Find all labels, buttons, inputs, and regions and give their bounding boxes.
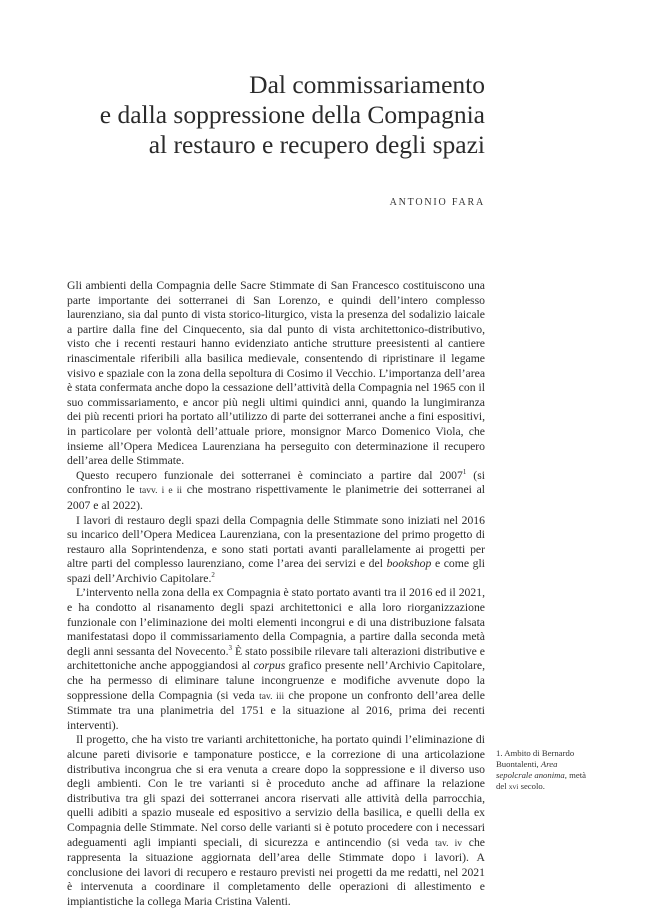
paragraph-3-text-b: e come gli spazi dell’Archivio Capitolare.	[67, 557, 485, 585]
caption-text-b: , metà del	[496, 770, 587, 792]
paragraph-2	[67, 469, 485, 514]
paragraph-4	[67, 586, 485, 733]
plate-reference: tavv. i e ii	[139, 486, 183, 497]
footnote-ref-1[interactable]: 1	[462, 467, 467, 476]
title-line-3: al restauro e recupero degli spazi	[148, 130, 485, 159]
caption-text-c: secolo.	[518, 781, 545, 792]
paragraph-3-text-a: I lavori di restauro degli spazi della Compagnia delle Stimmate sono iniziati nel 2016 su incarico dell’Opera Medicea Laurenziana, con la presentazione del primo progetto di restauro alla Soprintendenza, e sono stati portati avanti parallelamente ai progetti per altre parti del complesso laurenziano, come l’area dei servizi e del	[67, 513, 485, 571]
caption-text-a: 1. Ambito di Bernardo Buontalenti,	[496, 748, 575, 770]
title-line-2: e dalla soppressione della Compagnia	[99, 100, 485, 129]
paragraph-2-text-c: che mostrano rispettivamente le planimetrie dei sotterranei al 2007 e al 2022).	[67, 483, 485, 512]
paragraph-3-italic: bookshop	[386, 557, 432, 571]
footnote-ref-3[interactable]: 3	[228, 643, 233, 652]
paragraph-4-text-c: grafico presente nell’Archivio Capitolare, che ha permesso di eliminare talune incongruenze e modifiche avvenute dopo la soppressione della Compagnia (si veda	[67, 659, 485, 702]
article-title	[25, 70, 485, 160]
title-line-1: Dal commissariamento	[249, 70, 485, 99]
footnote-ref-2[interactable]: 2	[211, 570, 215, 579]
paragraph-4-text-b: È stato possibile rilevare tali alterazioni distributive e architettoniche anche appoggiandosi al	[67, 644, 485, 673]
caption-italic: Area sepolcrale anonima	[496, 759, 565, 781]
paragraph-5-text-a: Il progetto, che ha visto tre varianti architettoniche, ha portato quindi l’eliminazione di alcune pareti divisorie e tamponature posticce, e la correzione di una articolazione distributiva incongrua che si era venuta a creare dopo la soppressione e il diverso uso degli ambienti. Con le tre varianti si è proceduto anche ad affinare la relazione distributiva tra gli spazi dei sotterranei ancora riservati alle attività della parrocchia, quelli adibiti a spazio museale ed espositivo a servizio della basilica, e quelli della ex Compagnia delle Stimmate. Nel corso delle varianti si è potuto procedere con i necessari adeguamenti agli impianti speciali, di sicurezza e antincendio (si veda	[67, 733, 485, 849]
author-name: ANTONIO FARA	[389, 197, 485, 208]
figure-caption	[496, 748, 586, 792]
caption-century: xvi	[508, 782, 519, 792]
plate-reference: tav. iii	[259, 691, 285, 702]
plate-reference: tav. iv	[435, 838, 463, 849]
paragraph-4-italic: corpus	[253, 659, 286, 673]
paragraph-5	[67, 733, 485, 909]
paragraph-3	[67, 514, 485, 587]
paragraph-2-text-a: Questo recupero funzionale dei sotterranei è cominciato a partire dal 2007	[76, 468, 463, 482]
paragraph-4-text-d: che propone un confronto dell’area delle Stimmate tra una planimetria del 1751 e la situazione al 2016, prima dei recenti interventi).	[67, 688, 485, 732]
paragraph-2-text-b: (si confrontino le	[67, 468, 485, 497]
paragraph-5-text-b: che rappresenta la situazione aggiornata dell’area delle Stimmate dopo i lavori). A conclusione dei lavori di recupero e restauro previsti nei progetti da me redatti, nel 2021 è intervenuta a coordinare il completamento delle operazioni di allestimento e impiantistiche la collega Maria Cristina Valenti.	[67, 835, 485, 908]
paragraph-4-text-a: L’intervento nella zona della ex Compagnia è stato portato avanti tra il 2016 ed il 2021, e ha condotto al risanamento degli spazi architettonici e alla loro riorganizzazione funzionale con l’eliminazione dei molti elementi incongrui e di una distribuzione falsata manifestatasi dopo il commissariamento della Compagnia, a partire dalla seconda metà degli anni sessanta del Novecento.	[67, 586, 485, 658]
article-body	[67, 279, 485, 910]
paragraph-1: Gli ambienti della Compagnia delle Sacre Stimmate di San Francesco costituiscono una parte importante dei sotterranei di San Lorenzo, e quindi dell’intero complesso laurenziano, sia dal punto di vista storico-liturgico, vista la presenza del sodalizio laicale a partire dalla fine del Cinquecento, sia dal punto di vista architettonico-distributivo, visto che i recenti restauri hanno evidenziato antiche strutture preesistenti al cantiere rinascimentale riferibili alla basilica medievale, consentendo di ripristinare il legame visivo e spaziale con la zona della sepoltura di Cosimo il Vecchio. L’importanza dell’area è stata confermata anche dopo la cessazione dell’attività della Compagnia nel 1965 con il suo commissariamento, e ancor più negli ultimi quindici anni, quando la lungimiranza dei più recenti priori ha portato all’utilizzo di parte dei sotterranei anche a fini espositivi, in particolare per volontà dell’attuale priore, monsignor Marco Domenico Viola, che insieme all’Opera Medicea Laurenziana ha perseguito con determinazione il recupero dell’area delle Stimmate.	[67, 279, 486, 468]
